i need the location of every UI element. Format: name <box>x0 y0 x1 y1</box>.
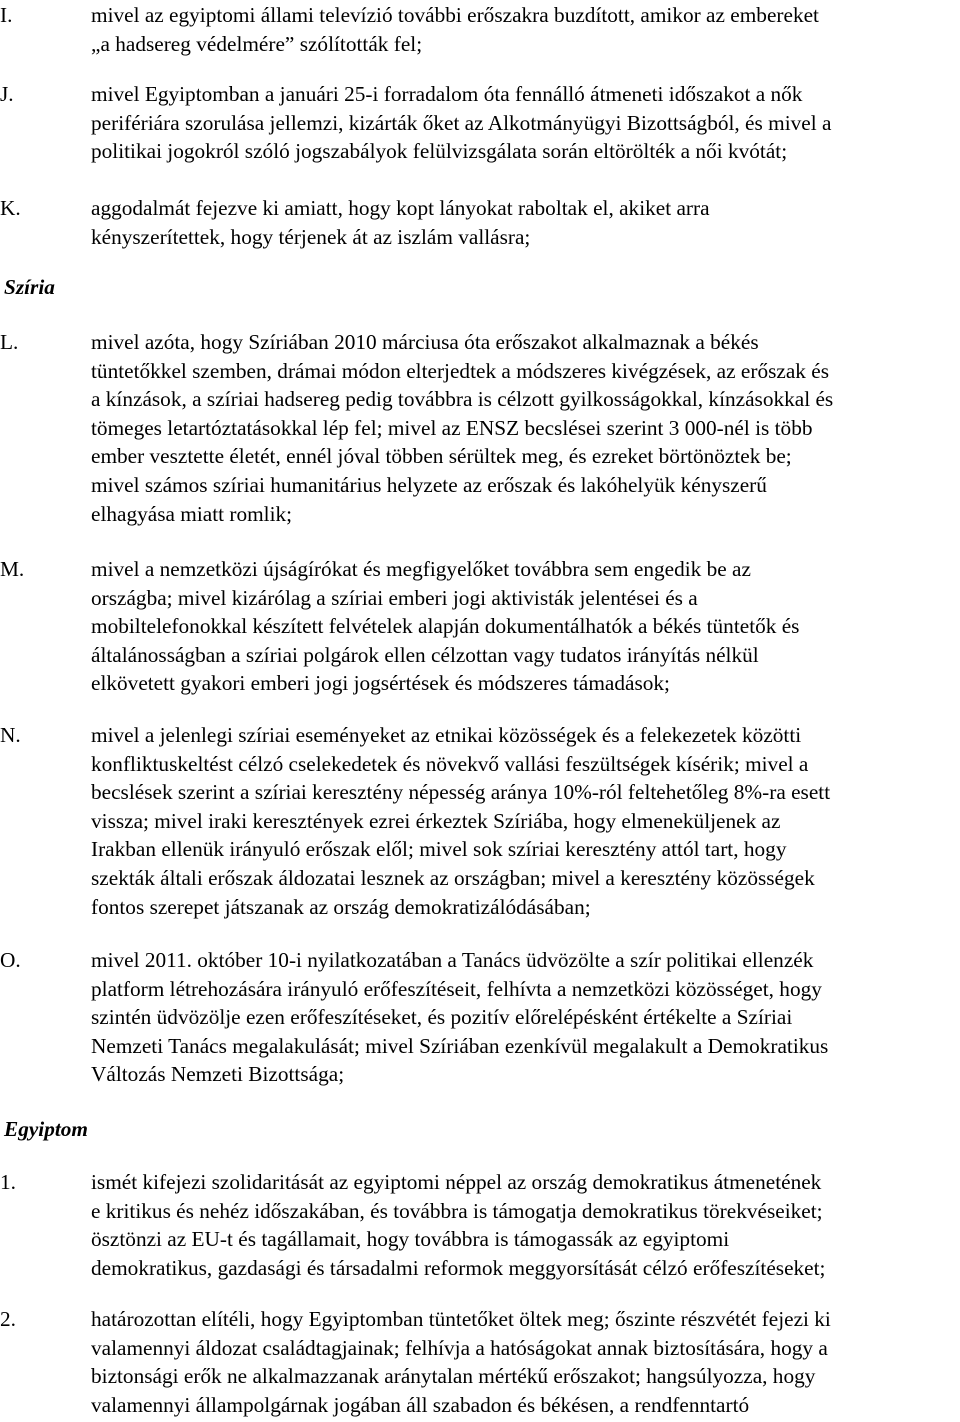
text-line: konfliktuskeltést célzó cselekedetek és növekvő vallási feszültségek kísérik; mivel a <box>91 751 809 776</box>
text-line: platform létrehozására irányuló erőfeszítéseit, felhívta a nemzetközi közösséget, hogy <box>91 976 822 1001</box>
text-line: valamennyi áldozat családtagjainak; felhívja a hatóságokat annak biztosítására, hogy a <box>91 1335 828 1360</box>
text-line: tömeges letartóztatásokkal lép fel; mivel az ENSZ becslései szerint 3 000-nél is több <box>91 415 813 440</box>
text-line: szintén üdvözölje ezen erőfeszítéseket, és pozitív előrelépésként értékelte a Szíriai <box>91 1005 793 1030</box>
text-line: mivel számos szíriai humanitárius helyzete az erőszak és lakóhelyük kényszerű <box>91 472 767 497</box>
text-line: mivel a jelenlegi szíriai eseményeket az etnikai közösségek és a felekezetek közötti <box>91 723 802 747</box>
text-line: kényszerítettek, hogy térjenek át az iszlám vallásra; <box>91 224 531 249</box>
item-marker: L. <box>0 330 19 354</box>
text-line: biztonsági erők ne alkalmazzanak aránytalan mértékű erőszakot; hangsúlyozza, hogy <box>91 1364 816 1389</box>
text-line: Irakban ellenük irányuló erőszak elől; mivel sok szíriai keresztény attól tart, hogy <box>91 837 787 862</box>
item-marker: 1. <box>0 1170 16 1194</box>
item-text <box>91 946 960 1089</box>
text-line: „a hadsereg védelmére” szólították fel; <box>91 31 423 56</box>
item-marker: J. <box>0 82 14 106</box>
section-heading-egypt: Egyiptom <box>4 1117 89 1141</box>
text-line: ösztönzi az EU-t és tagállamait, hogy továbbra is támogassák az egyiptomi <box>91 1227 730 1252</box>
text-line: a kínzások, a szíriai hadsereg pedig továbbra is célzott gyilkosságokkal, kínzásokkal és <box>91 387 834 412</box>
item-marker: O. <box>0 948 21 972</box>
text-line: politikai jogokról szóló jogszabályok felülvizsgálata során eltörölték a női kvótát; <box>91 139 788 164</box>
text-line: Változás Nemzeti Bizottsága; <box>91 1062 345 1087</box>
text-line: határozottan elítéli, hogy Egyiptomban tüntetőket öltek meg; őszinte részvétét fejezi ki <box>91 1307 831 1331</box>
item-text <box>91 1168 960 1282</box>
text-line: Nemzeti Tanács megalakulását; mivel Szíriában ezenkívül megalakult a Demokratikus <box>91 1033 829 1058</box>
text-line: perifériára szorulása jellemzi, kizárták őket az Alkotmányügyi Bizottságból, és mivel a <box>91 110 832 135</box>
item-text <box>91 194 960 251</box>
text-line: aggodalmát fejezve ki amiatt, hogy kopt lányokat raboltak el, akiket arra <box>91 196 710 220</box>
item-marker: K. <box>0 196 21 220</box>
item-marker: M. <box>0 557 25 581</box>
text-line: mivel Egyiptomban a januári 25-i forradalom óta fennálló átmeneti időszakot a nők <box>91 82 803 106</box>
text-line: mobiltelefonokkal készített felvételek alapján dokumentálhatók a békés tüntetők és <box>91 614 800 639</box>
text-line: mivel 2011. október 10-i nyilatkozatában a Tanács üdvözölte a szír politikai ellenzék <box>91 948 814 972</box>
text-line: elkövetett gyakori emberi jogi jogsértések és módszeres támadások; <box>91 671 670 696</box>
item-text <box>91 80 960 166</box>
item-marker: I. <box>0 3 13 27</box>
text-line: ismét kifejezi szolidaritását az egyiptomi néppel az ország demokratikus átmenetének <box>91 1170 822 1194</box>
text-line: mivel a nemzetközi újságírókat és megfigyelőket továbbra sem engedik be az <box>91 557 751 581</box>
text-line: szekták általi erőszak áldozatai lesznek az országban; mivel a keresztény közösségek <box>91 865 815 890</box>
text-line: elhagyása miatt romlik; <box>91 501 293 526</box>
text-line: tüntetőkkel szemben, drámai módon elterjedtek a módszeres kivégzések, az erőszak és <box>91 358 829 383</box>
text-line: valamennyi állampolgárnak jogában áll szabadon és békésen, a rendfenntartó <box>91 1392 750 1417</box>
text-line: országba; mivel kizárólag a szíriai emberi jogi aktivisták jelentései és a <box>91 585 698 610</box>
text-line: általánosságban a szíriai polgárok ellen célzottan vagy tudatos irányítás nélkül <box>91 642 759 667</box>
item-marker: 2. <box>0 1307 16 1331</box>
item-text <box>91 1305 960 1419</box>
text-line: demokratikus, gazdasági és társadalmi reformok meggyorsítását célzó erőfeszítéseket; <box>91 1255 826 1280</box>
item-text <box>91 721 960 921</box>
item-text <box>91 328 960 528</box>
item-text <box>91 555 960 698</box>
text-line: fontos szerepet játszanak az ország demokratizálódásában; <box>91 894 591 919</box>
item-marker: N. <box>0 723 21 747</box>
section-heading-syria: Szíria <box>4 275 55 299</box>
item-text <box>91 1 960 58</box>
text-line: mivel azóta, hogy Szíriában 2010 márciusa óta erőszakot alkalmaznak a békés <box>91 330 759 354</box>
text-line: e kritikus és nehéz időszakában, és továbbra is támogatja demokratikus törekvéseiket; <box>91 1198 823 1223</box>
text-line: becslések szerint a szíriai keresztény népesség aránya 10%-ról feltehetőleg 8%-ra esett <box>91 780 831 805</box>
text-line: mivel az egyiptomi állami televízió további erőszakra buzdított, amikor az embereket <box>91 3 819 27</box>
text-line: vissza; mivel iraki keresztények ezrei érkeztek Szíriába, hogy elmeneküljenek az <box>91 808 781 833</box>
text-line: ember vesztette életét, ennél jóval többen sérültek meg, és ezreket börtönöztek be; <box>91 444 792 469</box>
